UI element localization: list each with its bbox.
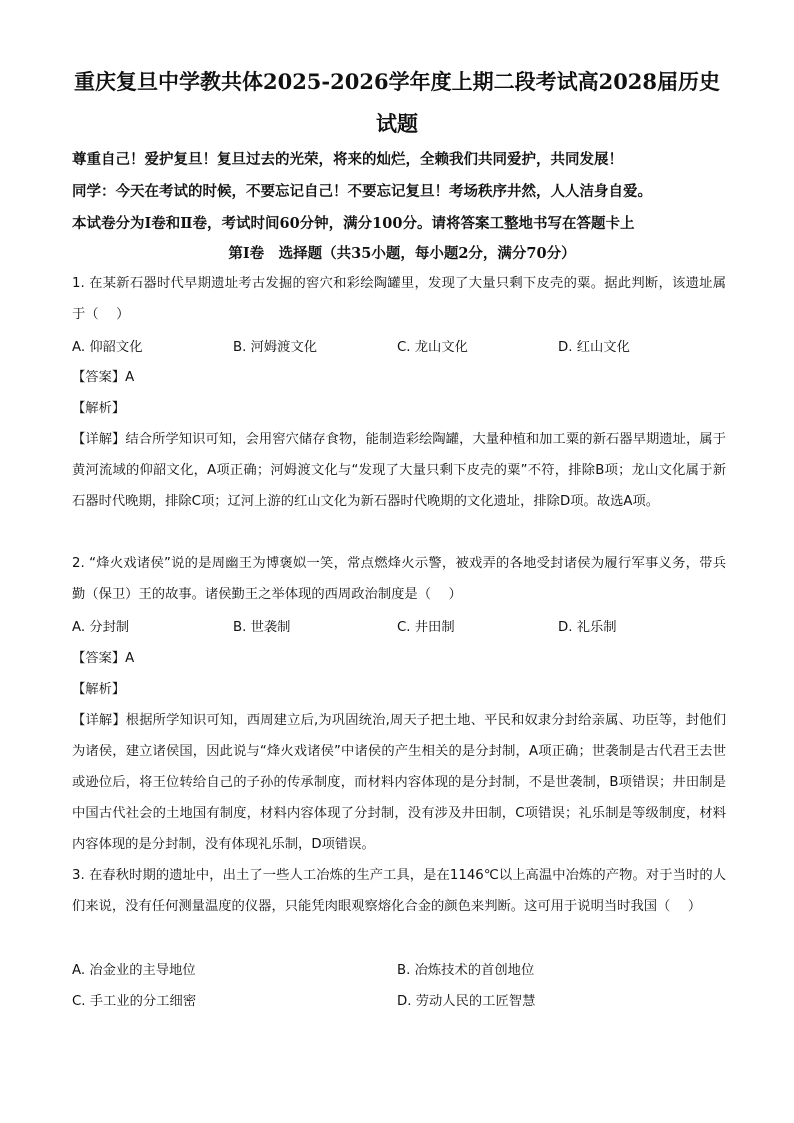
- question-1-option-d: D. 红山文化: [558, 340, 630, 355]
- question-2-stem: 2. “烽火戏诸侯”说的是周幽王为博褒姒一笑，常点燃烽火示警，被戏弄的各地受封诸侯为履行军事义务，带兵勤（保卫）王的故事。诸侯勤王之举体现的西周政治制度是（ ）: [72, 556, 726, 602]
- question-1-detail: 【详解】结合所学知识可知，会用窖穴储存食物，能制造彩绘陶罐，大量种植和加工粟的新石器早期遗址，属于黄河流域的仰韶文化，A项正确；河姆渡文化与“发现了大量只剩下皮壳的粟”不符，排除B项；龙山文化属于新石器时代晚期，排除C项；辽河上游的红山文化为新石器时代晚期的文化遗址，排除D项。故选A项。: [72, 432, 726, 509]
- intro-reminder: 同学：今天在考试的时候，不要忘记自己！不要忘记复旦！考场秩序井然，人人洁身自爱。: [72, 183, 652, 200]
- question-3-option-c: C. 手工业的分工细密: [72, 994, 197, 1009]
- question-1-stem: 1. 在某新石器时代早期遗址考古发掘的窖穴和彩绘陶罐里，发现了大量只剩下皮壳的粟。据此判断，该遗址属于（ ）: [72, 276, 726, 322]
- question-2-detail: 【详解】根据所学知识可知，西周建立后,为巩固统治,周天子把土地、平民和奴隶分封给亲属、功臣等，封他们为诸侯，建立诸侯国，因此说与“烽火戏诸侯”中诸侯的产生相关的是分封制，A项正确；世袭制是古代君王去世或逊位后，将王位转给自己的子孙的传承制度，而材料内容体现的是分封制，不是世袭制，B项错误；井田制是中国古代社会的土地国有制度，材料内容体现了分封制，没有涉及井田制，C项错误；礼乐制是等级制度，材料内容体现的是分封制，没有体现礼乐制，D项错误。: [72, 713, 726, 852]
- question-3-option-b: B. 冶炼技术的首创地位: [397, 963, 535, 978]
- question-2-analysis-label: 【解析】: [72, 682, 126, 697]
- question-1-option-c: C. 龙山文化: [397, 340, 468, 355]
- question-1-option-a: A. 仰韶文化: [72, 340, 143, 355]
- question-1-analysis-label: 【解析】: [72, 401, 126, 416]
- question-2-option-c: C. 井田制: [397, 620, 455, 635]
- question-3-option-a: A. 冶金业的主导地位: [72, 963, 196, 978]
- question-3-stem: 3. 在春秋时期的遗址中，出土了一些人工冶炼的生产工具，是在1146℃以上高温中冶炼的产物。对于当时的人们来说，没有任何测量温度的仪器，只能凭肉眼观察熔化合金的颜色来判断。这可用于说明当时我国（ ）: [72, 868, 726, 914]
- question-3-option-d: D. 劳动人民的工匠智慧: [397, 994, 536, 1009]
- exam-title-line2: 试题: [376, 111, 418, 136]
- question-2-option-a: A. 分封制: [72, 620, 130, 635]
- section-title: 第Ⅰ卷 选择题（共35小题，每小题2分，满分70分）: [228, 245, 576, 262]
- exam-title-line1: 重庆复旦中学教共体2025-2026学年度上期二段考试高2028届历史: [73, 69, 721, 94]
- question-2-answer: 【答案】A: [72, 651, 135, 666]
- intro-instructions: 本试卷分为Ⅰ卷和Ⅱ卷，考试时间60分钟，满分100分。请将答案工整地书写在答题卡上: [72, 215, 635, 232]
- question-1-option-b: B. 河姆渡文化: [233, 340, 318, 355]
- intro-motto: 尊重自己！爱护复旦！复旦过去的光荣，将来的灿烂，全赖我们共同爱护，共同发展！: [72, 151, 623, 168]
- question-2-option-b: B. 世袭制: [233, 620, 291, 635]
- question-1-answer: 【答案】A: [72, 370, 135, 385]
- question-2-option-d: D. 礼乐制: [558, 620, 617, 635]
